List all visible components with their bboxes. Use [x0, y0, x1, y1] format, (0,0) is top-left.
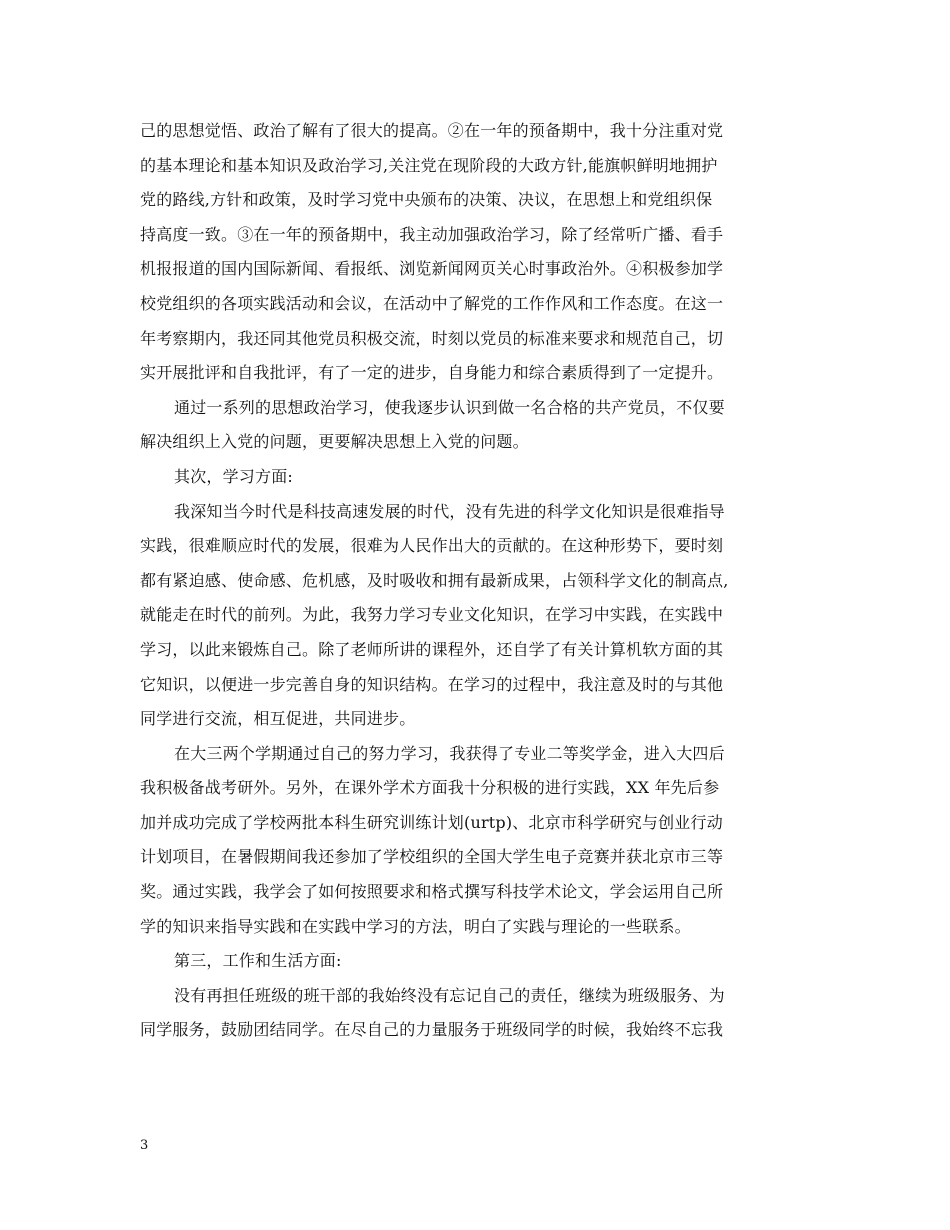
text-line: 实开展批评和自我批评，有了一定的进步，自身能力和综合素质得到了一定提升。 — [140, 363, 724, 383]
text-line: 通过一系列的思想政治学习，使我逐步认识到做一名合格的共产党员，不仅要 — [174, 397, 725, 417]
text-line: 它知识，以便进一步完善自身的知识结构。在学习的过程中，我注意及时的与其他 — [140, 674, 724, 694]
text-line: 学的知识来指导实践和在实践中学习的方法，明白了实践与理论的一些联系。 — [140, 916, 691, 936]
text-line: 我深知当今时代是科技高速发展的时代，没有先进的科学文化知识是很难指导 — [174, 501, 725, 521]
text-line: 我积极备战考研外。另外，在课外学术方面我十分积极的进行实践，XX 年先后参 — [140, 778, 720, 798]
text-line: 学习，以此来锻炼自己。除了老师所讲的课程外，还自学了有关计算机软方面的其 — [140, 639, 724, 659]
text-line: 其次，学习方面: — [174, 466, 293, 486]
text-line: 持高度一致。③在一年的预备期中，我主动加强政治学习，除了经常听广播、看手 — [140, 224, 724, 244]
document-body — [140, 114, 820, 1048]
text-line: 解决组织上入党的问题，更要解决思想上入党的问题。 — [140, 432, 529, 452]
text-line: 同学进行交流，相互促进，共同进步。 — [140, 709, 416, 729]
text-line: 就能走在时代的前列。为此，我努力学习专业文化知识，在学习中实践，在实践中 — [140, 605, 724, 625]
text-line: 都有紧迫感、使命感、危机感，及时吸收和拥有最新成果，占领科学文化的制高点, — [140, 570, 729, 590]
text-line: 第三，工作和生活方面: — [174, 951, 342, 971]
text-line: 己的思想觉悟、政治了解有了很大的提高。②在一年的预备期中，我十分注重对党 — [140, 121, 724, 140]
text-line: 在大三两个学期通过自己的努力学习，我获得了专业二等奖学金，进入大四后 — [174, 743, 725, 763]
text-line: 加并成功完成了学校两批本科生研究训练计划(urtp)、北京市科学研究与创业行动 — [140, 812, 723, 832]
text-line: 校党组织的各项实践活动和会议，在活动中了解党的工作作风和工作态度。在这一 — [140, 293, 724, 313]
text-line: 奖。通过实践，我学会了如何按照要求和格式撰写科技学术论文，学会运用自己所 — [140, 882, 724, 902]
text-line: 的基本理论和基本知识及政治学习,关注党在现阶段的大政方针,能旗帜鲜明地拥护 — [140, 155, 718, 175]
text-line: 计划项目，在暑假期间我还参加了学校组织的全国大学生电子竞赛并获北京市三等 — [140, 847, 724, 867]
text-line: 机报报道的国内国际新闻、看报纸、浏览新闻网页关心时事政治外。④积极参加学 — [140, 259, 724, 279]
text-line: 没有再担任班级的班干部的我始终没有忘记自己的责任，继续为班级服务、为 — [174, 985, 725, 1005]
text-line: 同学服务，鼓励团结同学。在尽自己的力量服务于班级同学的时候，我始终不忘我 — [140, 1020, 724, 1040]
text-line: 年考察期内，我还同其他党员积极交流，时刻以党员的标准来要求和规范自己，切 — [140, 328, 724, 348]
page-number: 3 — [140, 1138, 149, 1153]
text-line: 党的路线,方针和政策，及时学习党中央颁布的决策、决议，在思想上和党组织保 — [140, 190, 713, 210]
text-line: 实践，很难顺应时代的发展，很难为人民作出大的贡献的。在这种形势下，要时刻 — [140, 536, 724, 556]
